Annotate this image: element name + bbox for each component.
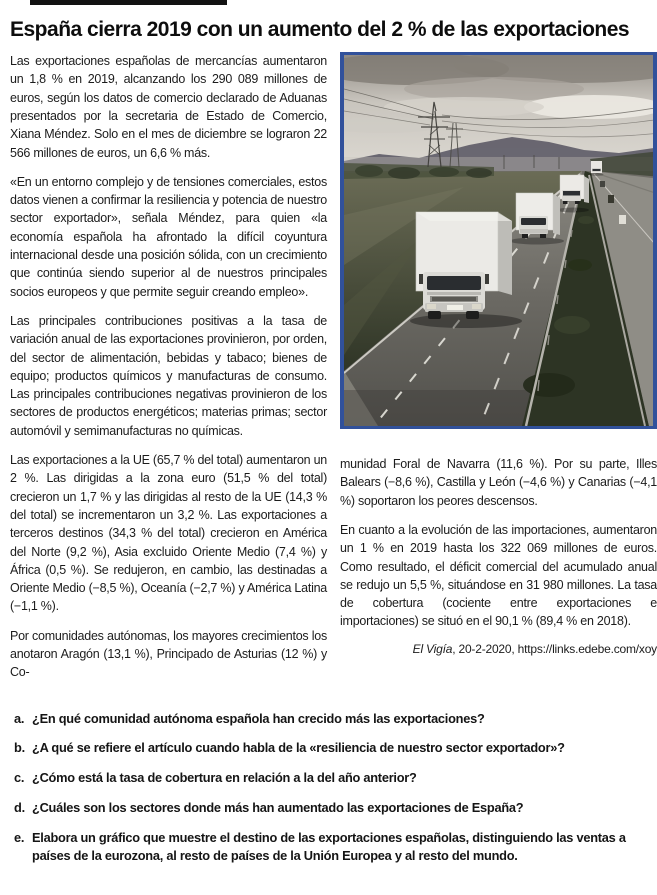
- article-paragraph: Por comunidades autónomas, los mayores crecimientos los anotaron Aragón (13,1 %), Principado de Asturias (12 %) y Co-: [10, 628, 327, 680]
- question-text: ¿Cuáles son los sectores donde más han aumentado las exportaciones de España?: [32, 799, 524, 815]
- question-letter: b.: [14, 740, 25, 756]
- question-letter: d.: [14, 799, 25, 815]
- article-citation: [340, 642, 657, 656]
- article-column-right: [340, 52, 657, 693]
- cropped-header-bar: [30, 0, 227, 5]
- article-columns: [10, 52, 657, 693]
- question-e: [14, 829, 643, 865]
- trucks-on-highway-illustration: [344, 55, 657, 426]
- question-a: [14, 710, 643, 728]
- question-text: ¿Cómo está la tasa de cobertura en relación a la del año anterior?: [32, 770, 417, 786]
- question-c: [14, 769, 643, 787]
- question-letter: c.: [14, 770, 25, 786]
- question-text: ¿A qué se refiere el artículo cuando habla de la «resiliencia de nuestro sector exportador»?: [32, 740, 565, 756]
- question-d: [14, 799, 643, 817]
- question-b: [14, 739, 643, 757]
- question-text: ¿En qué comunidad autónoma española han crecido más las exportaciones?: [32, 710, 485, 726]
- article-paragraph: Las exportaciones a la UE (65,7 % del total) aumentaron un 2 %. Las dirigidas a la zona euro (51,5 % del total) crecieron un 1,7 % y las dirigidas al resto de la UE (14,3 % del total) se incrementaron un 3,2 %. Las exportaciones a terceros destinos (34,3 % del total) crecieron en América del Norte (9,2 %), Asia excluido Oriente Medio (7,4 %) y África (0,5 %). Se redujeron, en cambio, las destinadas a Oriente Medio (−8,5 %), Oceanía (−2,7 %) y América Latina (−1,1 %).: [10, 453, 327, 614]
- article-paragraph: Las principales contribuciones positivas a la tasa de variación anual de las exportaciones provinieron, por orden, del sector de alimentación, bebidas y tabaco; bienes de equipo; productos químicos y manufacturas de consumo. Las principales contribuciones negativas provinieron de los sectores de productos energéticos; materias primas; sector automóvil y semimanufacturas no químicas.: [10, 313, 327, 438]
- question-letter: e.: [14, 829, 25, 845]
- article-photo: [340, 52, 657, 429]
- article-column-left: [10, 52, 327, 693]
- article-paragraph: Las exportaciones españolas de mercancías aumentaron un 1,8 % en 2019, alcanzando los 290 089 millones de euros, según los datos de comercio declarado de Aduanas presentados por la secretaria de Estado de Comercio, Xiana Méndez. Solo en el mes de diciembre se lograron 22 566 millones de euros, un 6,6 % más.: [10, 54, 327, 160]
- question-letter: a.: [14, 710, 25, 726]
- article-title: España cierra 2019 con un aumento del 2 % de las exportaciones: [10, 18, 630, 41]
- article-paragraph: En cuanto a la evolución de las importaciones, aumentaron un 1 % en 2019 hasta los 322 069 millones de euros. Como resultado, el déficit comercial del acumulado anual se redujo un 5,5 %, situándose en 31 980 millones. La tasa de cobertura (cociente entre exportaciones e importaciones) se situó en el 90,1 % (89,4 % en 2018).: [340, 522, 657, 629]
- question-text: Elabora un gráfico que muestre el destino de las exportaciones españolas, distinguiendo las ventas a países de la eurozona, al resto de países de la Unión Europea y al resto del mundo.: [32, 829, 626, 863]
- citation-source: El Vigía: [412, 641, 453, 656]
- questions-section: [10, 710, 647, 865]
- article-paragraph: munidad Foral de Navarra (11,6 %). Por su parte, Illes Balears (−8,6 %), Castilla y León (−4,6 %) y Canarias (−4,1 %) soportaron los peores descensos.: [340, 457, 657, 508]
- citation-details: , 20-2-2020, https://links.edebe.com/xoy: [452, 641, 657, 656]
- article-paragraph: «En un entorno complejo y de tensiones comerciales, estos datos vienen a confirmar la resiliencia y potencia de nuestro sector exportador», señala Méndez, para quien «la economía española ha afrontado la difícil coyuntura internacional desde una posición sólida, con un crecimiento que continúa siendo superior al de nuestros principales socios europeos y que permite seguir creando empleo».: [10, 174, 327, 299]
